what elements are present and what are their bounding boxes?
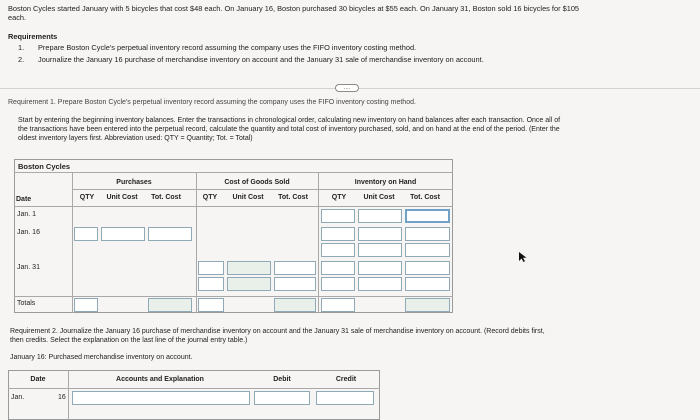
header-purchases: Purchases bbox=[116, 179, 152, 186]
jan1-inv-tot-cost-input[interactable] bbox=[405, 209, 450, 223]
journal-account-input[interactable] bbox=[72, 391, 250, 405]
journal-header-debit: Debit bbox=[273, 376, 291, 383]
totals-cogs-tot-cost-input[interactable] bbox=[274, 298, 316, 312]
col-separator-purchases bbox=[196, 172, 197, 313]
header-cogs-unit-cost: Unit Cost bbox=[232, 194, 264, 201]
mouse-cursor-icon bbox=[518, 251, 528, 263]
jan31-cogs-layer1-tot-cost-input[interactable] bbox=[274, 261, 316, 275]
jan31-cogs-layer2-unit-cost-input[interactable] bbox=[227, 277, 271, 291]
journal-header-accounts: Accounts and Explanation bbox=[116, 376, 204, 383]
jan16-inv-layer1-tot-cost-input[interactable] bbox=[405, 227, 450, 241]
totals-inv-tot-cost-input[interactable] bbox=[405, 298, 450, 312]
jan31-cogs-layer2-qty-input[interactable] bbox=[198, 277, 224, 291]
col-separator-date bbox=[72, 172, 73, 313]
subheader-rule bbox=[14, 206, 453, 207]
jan16-inv-layer2-unit-cost-input[interactable] bbox=[358, 243, 402, 257]
totals-inv-qty-input[interactable] bbox=[321, 298, 355, 312]
jan31-inv-layer2-tot-cost-input[interactable] bbox=[405, 277, 450, 291]
jan31-inv-layer2-qty-input[interactable] bbox=[321, 277, 355, 291]
header-cogs: Cost of Goods Sold bbox=[224, 179, 290, 186]
journal-header-date: Date bbox=[30, 376, 46, 383]
header-date: Date bbox=[16, 196, 32, 203]
requirement-2-number: 2. bbox=[18, 55, 25, 64]
table-company-name: Boston Cycles bbox=[18, 162, 71, 171]
jan31-inv-layer1-unit-cost-input[interactable] bbox=[358, 261, 402, 275]
problem-text-line2: each. bbox=[8, 13, 27, 22]
totals-purchase-tot-cost-input[interactable] bbox=[148, 298, 192, 312]
totals-purchase-qty-input[interactable] bbox=[74, 298, 98, 312]
req1-instruction-line2: the transactions have been entered into the perpetual record, calculate the quantity and total cost of inventory purchased, sold, and on hand at the end of the period. (Enter the bbox=[18, 126, 560, 133]
jan16-inv-layer2-tot-cost-input[interactable] bbox=[405, 243, 450, 257]
req2-subtitle: January 16: Purchased merchandise inventory on account. bbox=[10, 354, 193, 361]
req1-instruction-line3: oldest inventory layers first. Abbreviation used: QTY = Quantity; Tot. = Total) bbox=[18, 135, 253, 142]
jan31-cogs-layer1-unit-cost-input[interactable] bbox=[227, 261, 271, 275]
journal-col-sep-1 bbox=[68, 370, 69, 420]
req1-title: Requirement 1. Prepare Boston Cycle's perpetual inventory record assuming the company uses the FIFO inventory costing method. bbox=[8, 99, 416, 106]
jan1-inv-unit-cost-input[interactable] bbox=[358, 209, 402, 223]
jan16-purchase-tot-cost-input[interactable] bbox=[148, 227, 192, 241]
jan31-cogs-layer1-qty-input[interactable] bbox=[198, 261, 224, 275]
jan16-inv-layer1-qty-input[interactable] bbox=[321, 227, 355, 241]
header-inv-unit-cost: Unit Cost bbox=[363, 194, 395, 201]
journal-row-month: Jan. bbox=[11, 394, 25, 401]
row-label-jan16: Jan. 16 bbox=[17, 229, 40, 236]
header-purchases-unit-cost: Unit Cost bbox=[106, 194, 138, 201]
requirements-heading: Requirements bbox=[8, 32, 58, 41]
row-label-totals: Totals bbox=[17, 300, 36, 307]
problem-text-line1: Boston Cycles started January with 5 bicycles that cost $48 each. On January 16, Boston purchased 30 bicycles at $55 each. On January 31, Boston sold 16 bicycles for $105 bbox=[8, 4, 580, 13]
requirement-1-number: 1. bbox=[18, 43, 25, 52]
header-purchases-qty: QTY bbox=[79, 194, 95, 201]
jan31-inv-layer1-tot-cost-input[interactable] bbox=[405, 261, 450, 275]
expand-ellipsis-button[interactable]: .... bbox=[335, 84, 359, 92]
header-inventory-on-hand: Inventory on Hand bbox=[354, 179, 417, 186]
journal-credit-input[interactable] bbox=[316, 391, 374, 405]
jan31-inv-layer1-qty-input[interactable] bbox=[321, 261, 355, 275]
req2-title-line2: then credits. Select the explanation on the last line of the journal entry table.) bbox=[10, 337, 248, 344]
jan16-inv-layer1-unit-cost-input[interactable] bbox=[358, 227, 402, 241]
header-cogs-tot-cost: Tot. Cost bbox=[278, 194, 308, 201]
journal-debit-input[interactable] bbox=[254, 391, 310, 405]
jan1-inv-qty-input[interactable] bbox=[321, 209, 355, 223]
journal-header-credit: Credit bbox=[335, 376, 357, 383]
jan16-purchase-qty-input[interactable] bbox=[74, 227, 98, 241]
req1-instruction-line1: Start by entering the beginning inventory balances. Enter the transactions in chronological order, calculating new inventory on hand balances after each transaction. Once all of bbox=[18, 117, 561, 124]
journal-header-rule bbox=[8, 388, 380, 389]
row-label-jan1: Jan. 1 bbox=[17, 211, 37, 218]
jan31-inv-layer2-unit-cost-input[interactable] bbox=[358, 277, 402, 291]
req2-title-line1: Requirement 2. Journalize the January 16 purchase of merchandise inventory on account and the January 31 sale of merchandise inventory on account. (Record debits first, bbox=[10, 328, 545, 335]
requirement-1-text: Prepare Boston Cycle's perpetual inventory record assuming the company uses the FIFO inventory costing method. bbox=[38, 43, 417, 52]
row-label-jan31: Jan. 31 bbox=[17, 264, 40, 271]
jan16-inv-layer2-qty-input[interactable] bbox=[321, 243, 355, 257]
header-inv-tot-cost: Tot. Cost bbox=[410, 194, 440, 201]
table-header-rule bbox=[14, 172, 453, 173]
requirement-2-text: Journalize the January 16 purchase of merchandise inventory on account and the January 31 sale of merchandise inventory on account. bbox=[38, 55, 484, 64]
jan31-cogs-layer2-tot-cost-input[interactable] bbox=[274, 277, 316, 291]
col-separator-cogs bbox=[318, 172, 319, 313]
header-cogs-qty: QTY bbox=[202, 194, 218, 201]
totals-rule bbox=[14, 296, 453, 297]
totals-cogs-qty-input[interactable] bbox=[198, 298, 224, 312]
header-purchases-tot-cost: Tot. Cost bbox=[151, 194, 181, 201]
journal-row-day: 16 bbox=[58, 394, 66, 401]
jan16-purchase-unit-cost-input[interactable] bbox=[101, 227, 145, 241]
header-inv-qty: QTY bbox=[331, 194, 347, 201]
group-header-rule bbox=[72, 189, 453, 190]
